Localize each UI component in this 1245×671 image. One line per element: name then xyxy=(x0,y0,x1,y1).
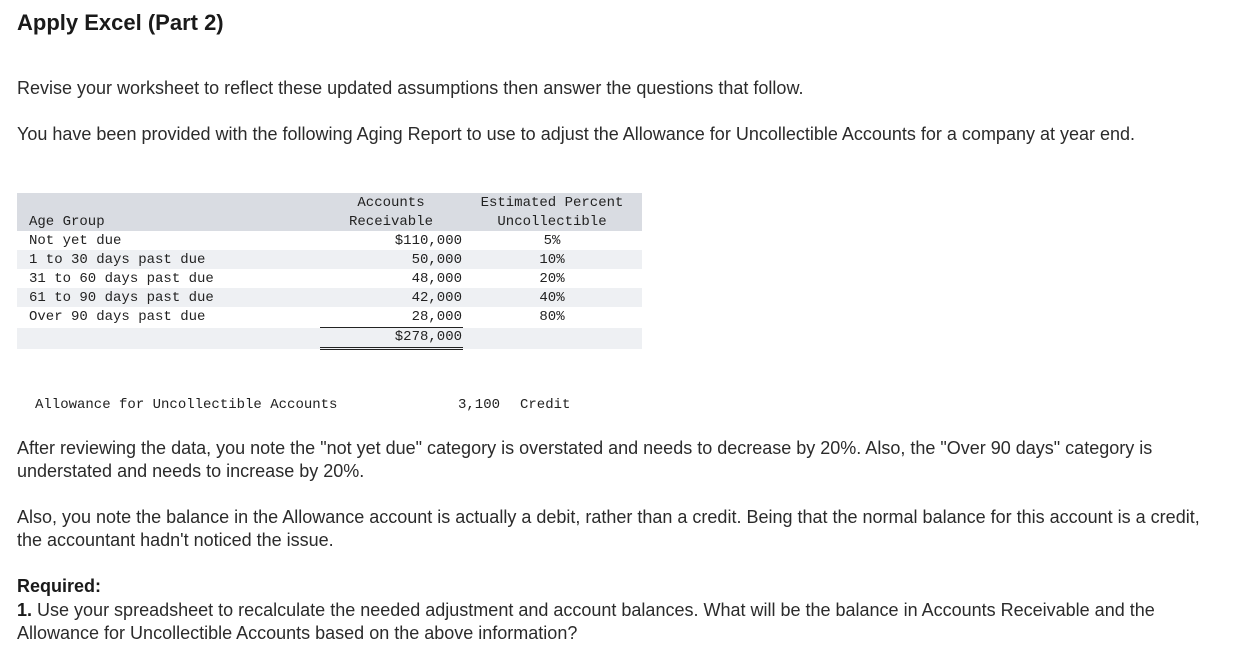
question-text: Use your spreadsheet to recalculate the needed adjustment and account balances. What will be the balance in Accounts Receivable and the Allowance for Uncollectible Accounts based on the above information? xyxy=(17,600,1155,643)
row-ar: 28,000 xyxy=(411,309,462,325)
header-ar-line2: Receivable xyxy=(348,214,433,230)
question-number: 1. xyxy=(17,600,33,620)
debit-note-text: Also, you note the balance in the Allowance account is actually a debit, rather than a credit. Being that the normal balance for this account is a credit, the accountant hadn't noticed the issue. xyxy=(17,507,1200,550)
header-pct-line1: Estimated Percent xyxy=(480,195,624,211)
row-pct: 20% xyxy=(539,271,565,287)
required-label: Required: xyxy=(17,576,102,596)
intro-text: Revise your worksheet to reflect these updated assumptions then answer the questions that follow. xyxy=(17,78,804,98)
row-age: 61 to 90 days past due xyxy=(29,290,214,306)
row-pct: 80% xyxy=(539,309,565,325)
allowance-label: Allowance for Uncollectible Accounts xyxy=(35,397,338,413)
review-text: After reviewing the data, you note the "not yet due" category is overstated and needs to decrease by 20%. Also, the "Over 90 days" category is understated and needs to increase by 20%. xyxy=(17,438,1153,481)
row-pct: 5% xyxy=(543,233,561,249)
header-ar-line1: Accounts xyxy=(357,195,425,211)
allowance-amount: 3,100 xyxy=(458,397,501,413)
total-rule-bottom-1 xyxy=(320,347,463,348)
required-question xyxy=(17,599,1217,645)
row-ar: $110,000 xyxy=(394,233,462,249)
header-age-group: Age Group xyxy=(29,214,105,230)
aging-report-table xyxy=(17,193,642,349)
total-rule-bottom-2 xyxy=(320,349,463,350)
header-pct-line2: Uncollectible xyxy=(497,214,607,230)
page-title: Apply Excel (Part 2) xyxy=(17,10,224,35)
row-ar: 50,000 xyxy=(411,252,462,268)
row-ar: 42,000 xyxy=(411,290,462,306)
row-pct: 40% xyxy=(539,290,565,306)
row-age: 31 to 60 days past due xyxy=(29,271,214,287)
provided-text: You have been provided with the following Aging Report to use to adjust the Allowance for Uncollectible Accounts for a company at year end. xyxy=(17,124,1136,144)
row-age: Over 90 days past due xyxy=(29,309,206,325)
row-pct: 10% xyxy=(539,252,565,268)
total-ar: $278,000 xyxy=(394,329,462,345)
row-age: 1 to 30 days past due xyxy=(29,252,206,268)
allowance-type: Credit xyxy=(520,397,571,413)
row-age: Not yet due xyxy=(29,233,122,249)
row-ar: 48,000 xyxy=(411,271,462,287)
